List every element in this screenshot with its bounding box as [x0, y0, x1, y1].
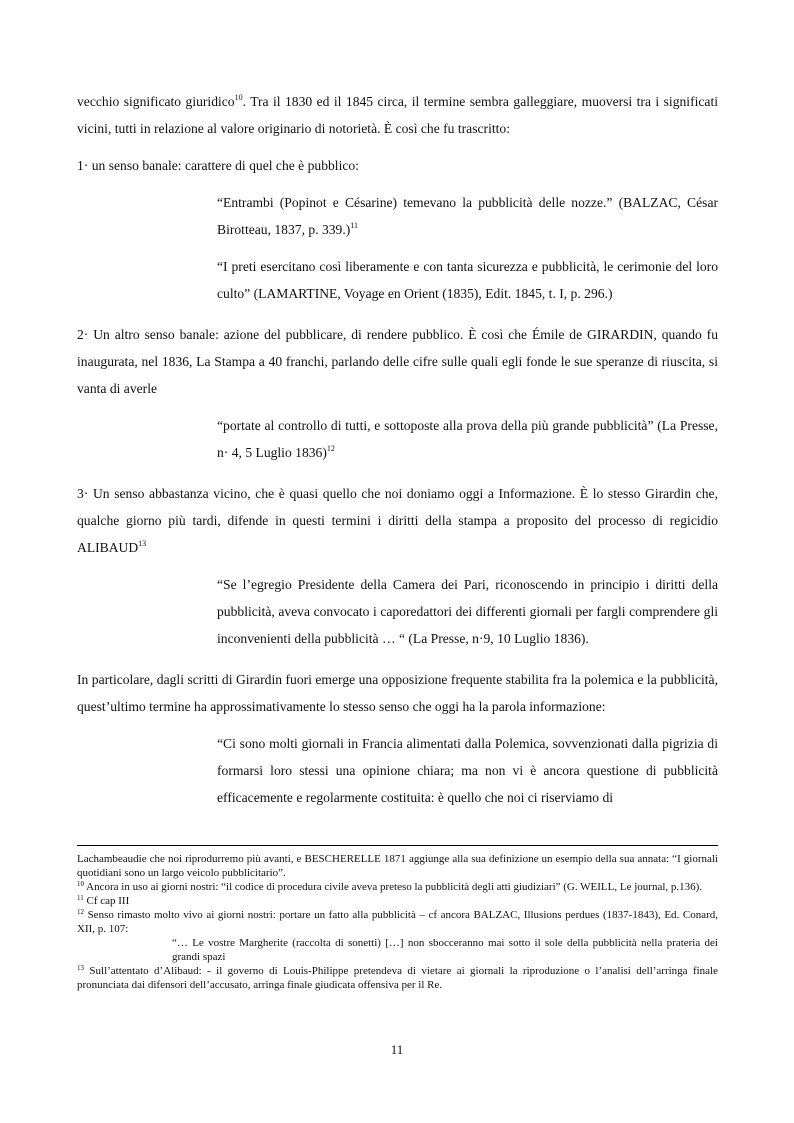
quote-la-presse-9: “Se l’egregio Presidente della Camera dei Pari, riconoscendo in principio i diritti della pubblicità, aveva convocato i caporedattori dei differenti giornali per fargli comprendere gli inconvenienti della pubblicità … “ (La Presse, n·9, 10 Luglio 1836). [217, 577, 718, 646]
item-2: 2· Un altro senso banale: azione del pubblicare, di rendere pubblico. È così che Émile de GIRARDIN, quando fu inaugurata, nel 1836, La Stampa a 40 franchi, parlando delle cifre sulle quali egli fonde le sue speranze di riuscita, si vanta di averle [77, 327, 718, 396]
footnote-12: $^{12}$ Senso rimasto molto vivo ai giorni nostri: portare un fatto alla pubblicità – cf ancora BALZAC, Illusions perdues (1837-1843), Ed. Conard, XII, p. 107: [77, 908, 718, 935]
page-number: 11 [390, 1042, 404, 1057]
main-text [77, 88, 718, 811]
footnote-11: $^{11}$ Cf cap III [77, 894, 130, 907]
footnote-ref-10[interactable]: 10 [234, 93, 243, 102]
quote-polemica: “Ci sono molti giornali in Francia alimentati dalla Polemica, sovvenzionati dalla pigrizia di formarsi loro stessi una opinione chiara; ma non vi è ancora questione di pubblicità efficacemente e regolarmente costituita: è quello che noi ci riserviamo di [217, 736, 718, 805]
paragraph-intro: vecchio significato giuridico$^{10}$. Tra il 1830 ed il 1845 circa, il termine sembra galleggiare, muoversi tra i significati vicini, tutti in relazione al valore originario di notorietà. È così che fu trascritto: [77, 93, 718, 136]
footnote-rule [77, 845, 718, 846]
footnote-13: $^{13}$ Sull’attentato d’Alibaud: - il governo di Louis-Philippe pretendeva di vietare ai giornali la riproduzione o l’analisi dell’arringa finale pronunciata dai difensori dell’accusato, arringa finale giudicata offensiva per il Re. [77, 964, 718, 991]
footnotes [77, 845, 718, 992]
quote-la-presse-4: “portate al controllo di tutti, e sottoposte alla prova della più grande pubblicità” (La Presse, n· 4, 5 Luglio 1836)$^{12}$ [217, 418, 718, 460]
footnote-ref-13[interactable]: 13 [138, 539, 147, 548]
quote-balzac: “Entrambi (Popinot e Césarine) temevano la pubblicità delle nozze.” (BALZAC, César Birotteau, 1837, p. 339.)$^{11}$ [217, 195, 718, 237]
footnote-10: $^{10}$ Ancora in uso ai giorni nostri: “il codice di procedura civile aveva preteso la pubblicità degli atti giudiziari” (G. WEILL, Le journal, p.136). [77, 880, 703, 893]
item-3: 3· Un senso abbastanza vicino, che è quasi quello che noi doniamo oggi a Informazione. È lo stesso Girardin che, qualche giorno più tardi, difende in questi termini i diritti della stampa a proposito del processo di regicidio ALIBAUD$^{13}$ [77, 486, 718, 555]
paragraph-girardin: In particolare, dagli scritti di Girardin fuori emerge una opposizione frequente stabilita fra la polemica e la pubblicità, quest’ultimo termine ha approssimativamente lo stesso senso che oggi ha la parola informazione: [77, 672, 718, 714]
footnote-12-quote: “… Le vostre Margherite (raccolta di sonetti) […] non sbocceranno mai sotto il sole della pubblicità nella prateria dei grandi spazi [172, 937, 718, 963]
footnote-ref-11[interactable]: 11 [350, 221, 358, 230]
item-1: 1· un senso banale: carattere di quel che è pubblico: [77, 158, 359, 173]
footnote-ref-12[interactable]: 12 [326, 444, 335, 453]
footnote-continued: Lachambeaudie che noi riprodurremo più avanti, e BESCHERELLE 1871 aggiunge alla sua definizione un esempio della sua annata: “I giornali quotidiani sono un largo veicolo pubblicitario”. [77, 853, 718, 879]
quote-lamartine: “I preti esercitano così liberamente e con tanta sicurezza e pubblicità, le cerimonie del loro culto” (LAMARTINE, Voyage en Orient (1835), Edit. 1845, t. I, p. 296.) [217, 259, 718, 301]
